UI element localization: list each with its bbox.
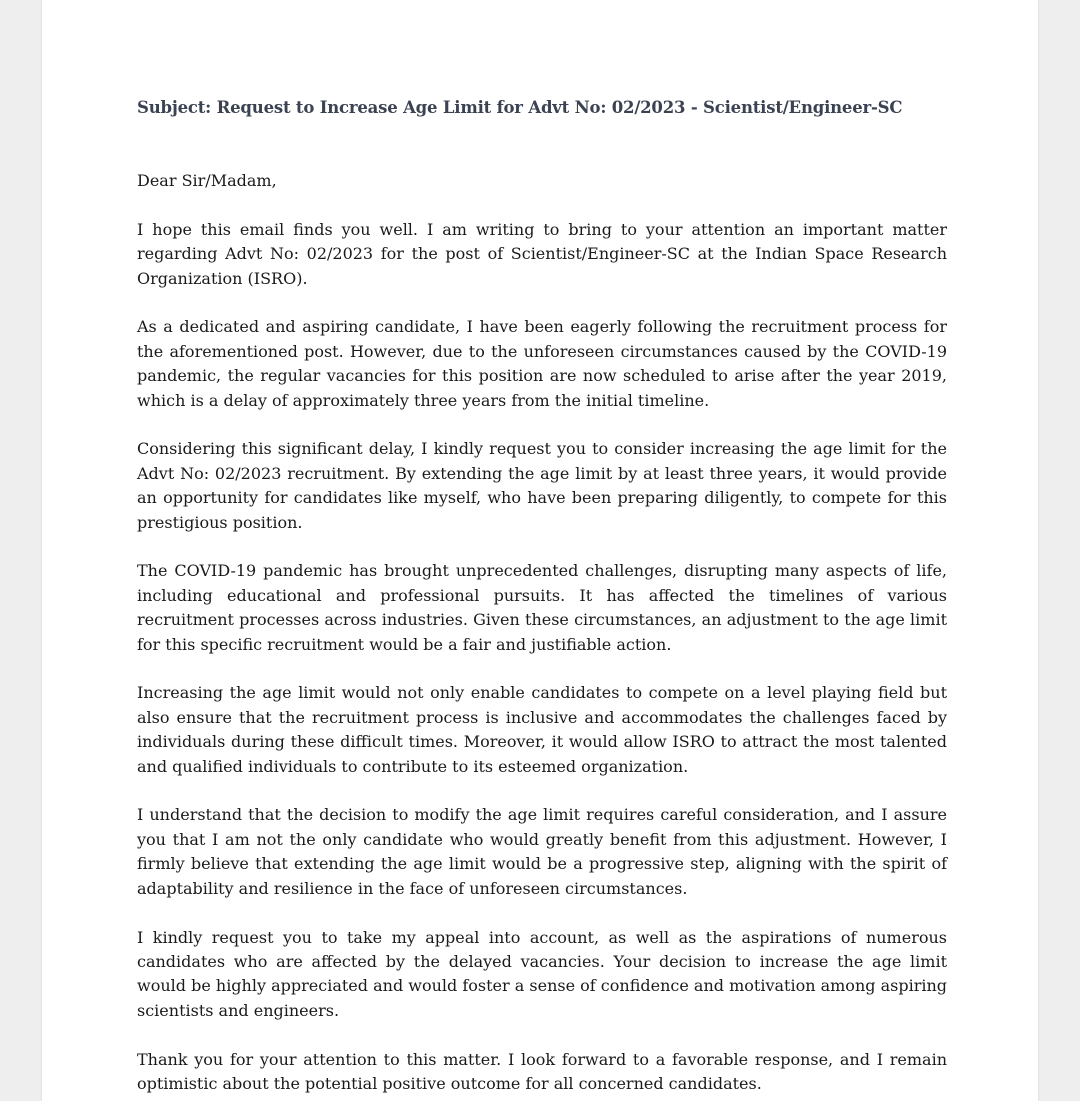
paragraph-benefits: Increasing the age limit would not only enable candidates to compete on a level playing field but also ensure that the recruitment process is inclusive and accommodates the challenges faced by individuals during these difficult times. Moreover, it would allow ISRO to attract the most talented and qualified individuals to contribute to its esteemed organization. — [137, 683, 947, 776]
paragraph-appeal: I kindly request you to take my appeal into account, as well as the aspirations of numerous candidates who are affected by the delayed vacancies. Your decision to increase the age limit would be highly appreciated and would foster a sense of confidence and motivation among aspiring scientists and engineers. — [137, 927, 947, 1020]
letter-greeting: Dear Sir/Madam, — [137, 171, 277, 191]
letter-body — [137, 96, 947, 1101]
paragraph-pandemic: The COVID-19 pandemic has brought unprecedented challenges, disrupting many aspects of life, including educational and professional pursuits. It has affected the timelines of various recruitment processes across industries. Given these circumstances, an adjustment to the age limit for this specific recruitment would be a fair and justifiable action. — [137, 561, 947, 654]
paragraph-closing: Thank you for your attention to this matter. I look forward to a favorable response, and I remain optimistic about the potential positive outcome for all concerned candidates. — [137, 1049, 947, 1093]
document-page — [42, 0, 1038, 1101]
paragraph-request: Considering this significant delay, I kindly request you to consider increasing the age limit for the Advt No: 02/2023 recruitment. By extending the age limit by at least three years, it would provide an opportunity for candidates like myself, who have been preparing diligently, to compete for this prestigious position. — [137, 439, 947, 532]
paragraph-consideration: I understand that the decision to modify the age limit requires careful consideration, and I assure you that I am not the only candidate who would greatly benefit from this adjustment. However, I firmly believe that extending the age limit would be a progressive step, aligning with the spirit of adaptability and resilience in the face of unforeseen circumstances. — [137, 805, 947, 898]
paragraph-intro: I hope this email finds you well. I am writing to bring to your attention an important matter regarding Advt No: 02/2023 for the post of Scientist/Engineer-SC at the Indian Space Research Organization (ISRO). — [137, 219, 947, 288]
letter-subject: Subject: Request to Increase Age Limit for Advt No: 02/2023 - Scientist/Engineer-SC — [137, 98, 903, 117]
paragraph-background: As a dedicated and aspiring candidate, I have been eagerly following the recruitment process for the aforementioned post. However, due to the unforeseen circumstances caused by the COVID-19 pandemic, the regular vacancies for this position are now scheduled to arise after the year 2019, which is a delay of approximately three years from the initial timeline. — [137, 317, 947, 410]
